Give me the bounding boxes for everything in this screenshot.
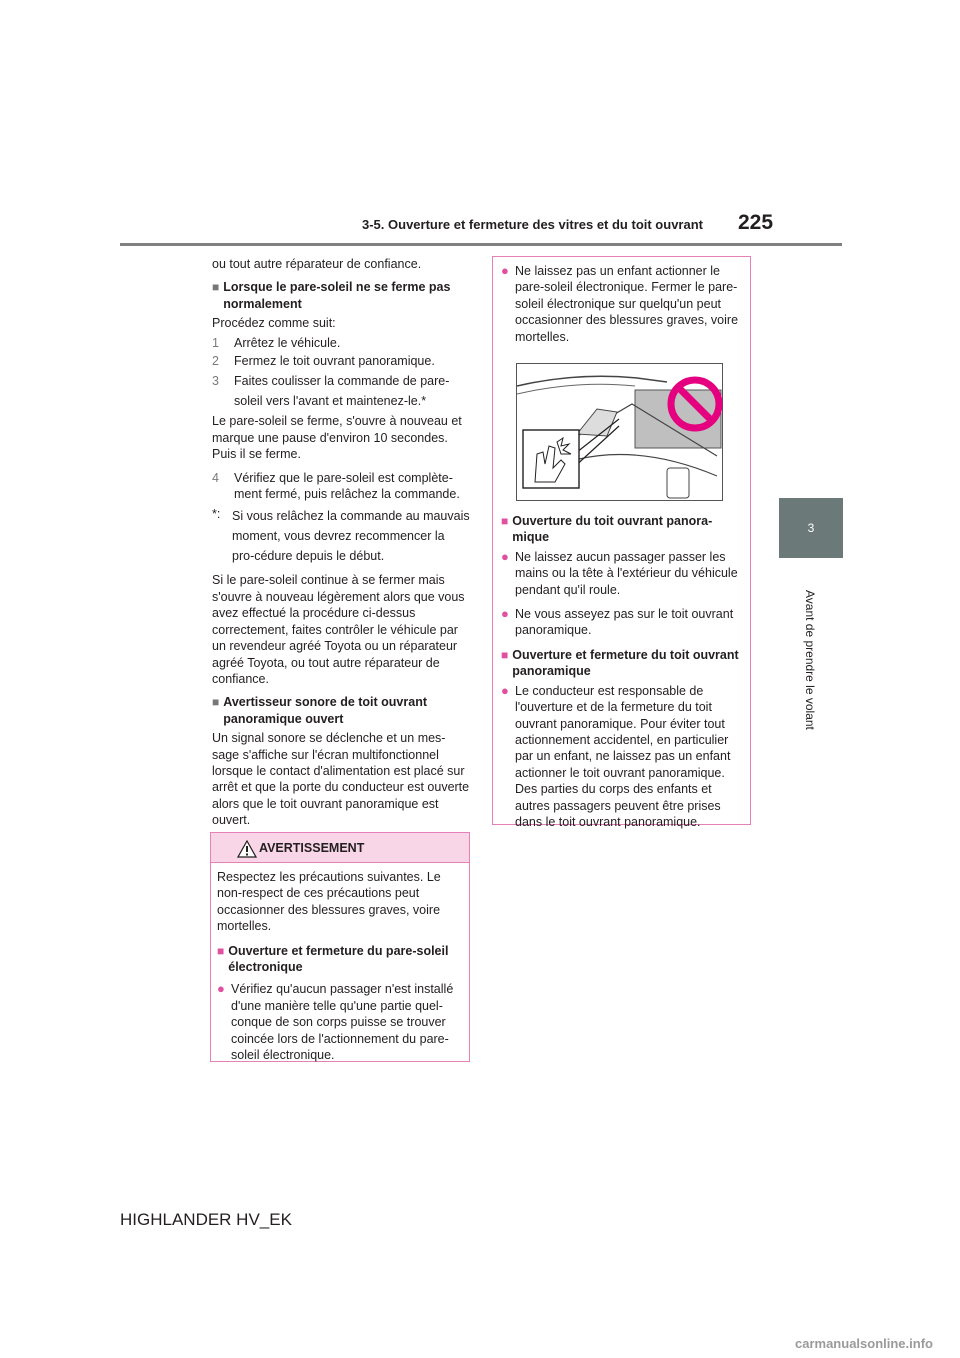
section-heading: ■ Lorsque le pare-soleil ne se ferme pas normalement	[212, 280, 451, 311]
warning-bullet: ● Ne laissez pas un enfant actionner le pare-soleil électronique. Fermer le pare-soleil électronique sur quelqu'un peut occasionner des blessures graves, voire mortelles.	[501, 263, 739, 344]
page-number: 225	[738, 211, 774, 234]
section-text: Un signal sonore se déclenche et un mes-sage s'affiche sur l'écran multifonctionnel lorsque le contact d'alimentation est placé sur arrêt et que la porte du conducteur est ouverte alors que le toit ouvrant panoramique est ouvert.	[212, 731, 470, 828]
square-bullet-icon: ■	[212, 280, 220, 295]
right-column	[492, 256, 751, 829]
header-rule	[120, 243, 842, 246]
warning-header	[211, 833, 469, 863]
warning-bullet: ● Vérifiez qu'aucun passager n'est installé d'une manière telle qu'une partie quel-conque de son corps puisse se trouver coincée lors de l'actionnement du pare-soleil électronique.	[217, 981, 454, 1063]
watermark: carmanualsonline.info	[795, 1336, 933, 1351]
procedure-lead: Procédez comme suit:	[212, 316, 336, 331]
circle-bullet-icon: ●	[501, 263, 509, 278]
footnote: *: Si vous relâchez la commande au mauvais moment, vous devrez recommencer la pro-cédure depuis le début.	[212, 507, 470, 564]
circle-bullet-icon: ●	[501, 682, 509, 698]
step-item: 1 Arrêtez le véhicule.	[212, 335, 341, 350]
chapter-label: Avant de prendre le volant	[803, 590, 817, 730]
step-item: 4 Vérifiez que le pare-soleil est complète-ment fermé, puis relâchez la commande.	[212, 470, 460, 502]
section-heading: ■ Ouverture et fermeture du toit ouvrant panoramique	[501, 647, 739, 679]
square-bullet-icon: ■	[212, 695, 220, 710]
chapter-tab: 3	[779, 498, 843, 558]
intro-text: ou tout autre réparateur de confiance.	[212, 257, 422, 271]
model-name: HIGHLANDER HV_EK	[120, 1210, 292, 1229]
prohibition-icon	[667, 376, 723, 432]
warning-bullet: ● Ne vous asseyez pas sur le toit ouvrant panoramique.	[501, 606, 734, 638]
square-bullet-icon: ■	[501, 514, 509, 529]
warning-subheading: ■ Ouverture et fermeture du pare-soleil électronique	[217, 943, 449, 975]
warning-title: AVERTISSEMENT	[259, 841, 365, 855]
step-item: 2 Fermez le toit ouvrant panoramique.	[212, 354, 435, 369]
procedure-middle: Le pare-soleil se ferme, s'ouvre à nouveau et marque une pause d'environ 10 secondes. Puis il se ferme.	[212, 414, 462, 462]
circle-bullet-icon: ●	[217, 981, 225, 997]
procedure-closing: Si le pare-soleil continue à se fermer mais s'ouvre à nouveau légèrement alors que vous avez effectué la procédure ci-dessus correctement, faites contrôler le véhicule par un revendeur agréé Toyota ou un réparateur agréé Toyota, ou tout autre réparateur de confiance.	[212, 573, 465, 686]
warning-triangle-icon	[237, 840, 257, 858]
step-item: 3 Faites coulisser la commande de pare-soleil vers l'avant et maintenez-le.*	[212, 374, 450, 409]
left-column	[212, 256, 470, 836]
warning-intro: Respectez les précautions suivantes. Le non-respect de ces précautions peut occasionner des blessures graves, voire mortelles.	[217, 870, 441, 934]
warning-body	[211, 863, 469, 1063]
warning-box	[210, 832, 470, 1062]
circle-bullet-icon: ●	[501, 548, 509, 564]
square-bullet-icon: ■	[217, 943, 225, 958]
warning-bullet: ● Le conducteur est responsable de l'ouverture et de la fermeture du toit ouvrant panoramique. Pour éviter tout actionnement accidentel, en particulier par un enfant, ne laissez pas un enfant actionner le toit ouvrant panoramique. Des parties du corps des enfants et autres passagers peuvent être prises dans le toit ouvrant panoramique.	[501, 682, 731, 829]
section-heading: ■ Avertisseur sonore de toit ouvrant panoramique ouvert	[212, 695, 427, 726]
section-heading: ■ Ouverture du toit ouvrant panora-mique	[501, 514, 713, 545]
sunshade-illustration	[516, 363, 723, 501]
section-title: 3-5. Ouverture et fermeture des vitres et du toit ouvrant	[362, 217, 703, 232]
warning-bullet: ● Ne laissez aucun passager passer les mains ou la tête à l'extérieur du véhicule pendant qu'il roule.	[501, 548, 738, 597]
square-bullet-icon: ■	[501, 647, 509, 662]
circle-bullet-icon: ●	[501, 606, 509, 622]
